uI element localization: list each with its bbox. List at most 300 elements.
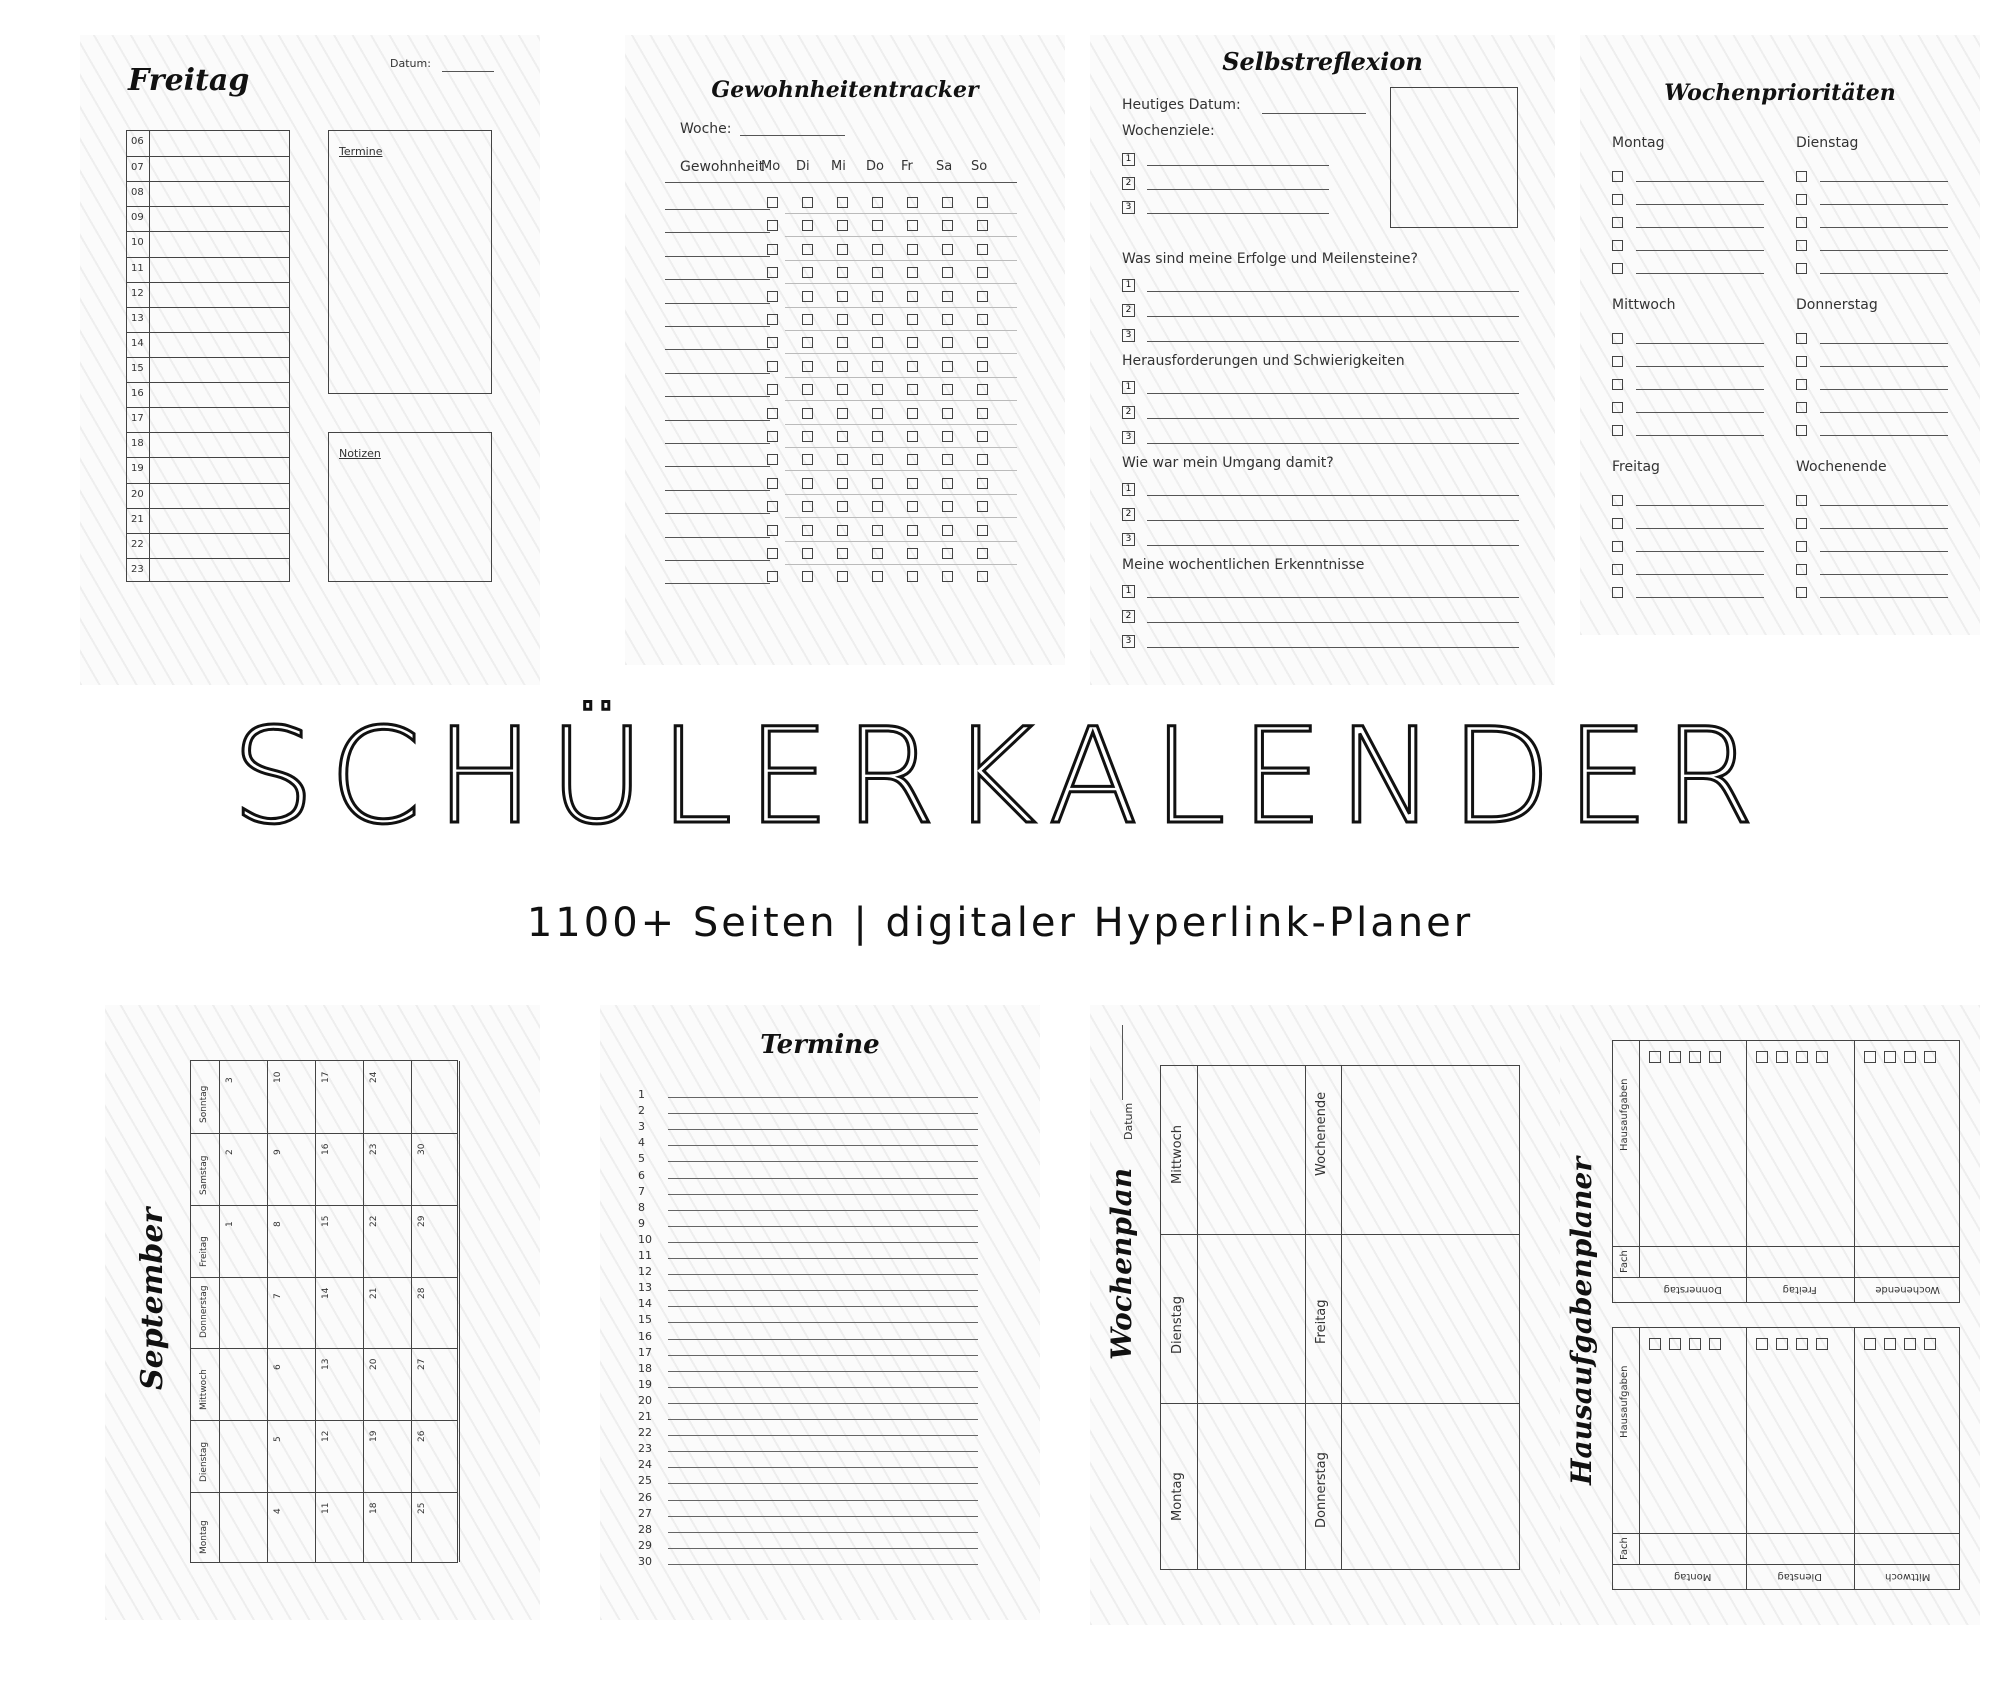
habit-checkbox[interactable] <box>907 220 918 231</box>
prio-checkbox[interactable] <box>1612 518 1623 529</box>
habit-name-line[interactable] <box>665 349 770 350</box>
prio-line[interactable] <box>1820 597 1948 598</box>
answer-line[interactable] <box>1147 341 1519 342</box>
hw-checkbox[interactable] <box>1776 1338 1788 1350</box>
habit-checkbox[interactable] <box>837 408 848 419</box>
prio-line[interactable] <box>1636 250 1764 251</box>
calendar-day-cell[interactable] <box>363 1061 411 1133</box>
habit-checkbox[interactable] <box>907 431 918 442</box>
calendar-day-cell[interactable] <box>315 1205 363 1277</box>
habit-checkbox[interactable] <box>977 220 988 231</box>
calendar-day-cell[interactable] <box>363 1420 411 1492</box>
habit-checkbox[interactable] <box>907 548 918 559</box>
calendar-day-cell[interactable] <box>219 1420 267 1492</box>
goal-line[interactable] <box>1147 189 1329 190</box>
calendar-day-cell[interactable] <box>315 1420 363 1492</box>
calendar-day-cell[interactable] <box>219 1277 267 1349</box>
calendar-day-cell[interactable] <box>315 1277 363 1349</box>
habit-checkbox[interactable] <box>767 525 778 536</box>
prio-checkbox[interactable] <box>1612 564 1623 575</box>
freitag-datum-line[interactable] <box>442 71 494 72</box>
hw-checkbox[interactable] <box>1796 1051 1808 1063</box>
hour-row[interactable] <box>127 407 289 432</box>
calendar-day-cell[interactable] <box>219 1205 267 1277</box>
calendar-day-cell[interactable] <box>363 1348 411 1420</box>
answer-line[interactable] <box>1147 545 1519 546</box>
habit-checkbox[interactable] <box>872 267 883 278</box>
habit-checkbox[interactable] <box>977 291 988 302</box>
hw-checkbox[interactable] <box>1776 1051 1788 1063</box>
habit-checkbox[interactable] <box>872 244 883 255</box>
hw-day-column-donnerstag[interactable] <box>1639 1041 1746 1304</box>
prio-checkbox[interactable] <box>1796 379 1807 390</box>
habit-checkbox[interactable] <box>907 571 918 582</box>
wochenplan-cell-dienstag[interactable] <box>1161 1234 1305 1402</box>
termin-line[interactable] <box>668 1532 978 1533</box>
habit-checkbox[interactable] <box>802 197 813 208</box>
calendar-day-cell[interactable] <box>411 1492 459 1564</box>
hw-checkbox[interactable] <box>1709 1051 1721 1063</box>
termin-line[interactable] <box>668 1145 978 1146</box>
habit-checkbox[interactable] <box>977 384 988 395</box>
habit-checkbox[interactable] <box>767 384 778 395</box>
habit-checkbox[interactable] <box>872 525 883 536</box>
reflexion-date-line[interactable] <box>1262 113 1366 114</box>
hour-row[interactable] <box>127 508 289 533</box>
calendar-day-cell[interactable] <box>363 1133 411 1205</box>
habit-checkbox[interactable] <box>872 361 883 372</box>
termin-line[interactable] <box>668 1290 978 1291</box>
habit-checkbox[interactable] <box>872 337 883 348</box>
habit-checkbox[interactable] <box>837 525 848 536</box>
prio-checkbox[interactable] <box>1612 333 1623 344</box>
habit-checkbox[interactable] <box>837 478 848 489</box>
prio-line[interactable] <box>1820 227 1948 228</box>
habit-checkbox[interactable] <box>802 244 813 255</box>
termin-line[interactable] <box>668 1419 978 1420</box>
prio-checkbox[interactable] <box>1796 495 1807 506</box>
prio-line[interactable] <box>1820 273 1948 274</box>
habit-checkbox[interactable] <box>977 501 988 512</box>
habit-checkbox[interactable] <box>837 291 848 302</box>
prio-checkbox[interactable] <box>1796 402 1807 413</box>
calendar-day-cell[interactable] <box>219 1061 267 1133</box>
habit-checkbox[interactable] <box>907 408 918 419</box>
habit-checkbox[interactable] <box>907 197 918 208</box>
hw-checkbox[interactable] <box>1884 1051 1896 1063</box>
hw-checkbox[interactable] <box>1756 1051 1768 1063</box>
prio-checkbox[interactable] <box>1612 425 1623 436</box>
termin-line[interactable] <box>668 1355 978 1356</box>
habit-checkbox[interactable] <box>907 454 918 465</box>
habit-name-line[interactable] <box>665 373 770 374</box>
hw-checkbox[interactable] <box>1669 1338 1681 1350</box>
habit-checkbox[interactable] <box>767 220 778 231</box>
hour-row[interactable] <box>127 131 289 156</box>
habit-checkbox[interactable] <box>837 431 848 442</box>
prio-checkbox[interactable] <box>1612 217 1623 228</box>
termin-line[interactable] <box>668 1097 978 1098</box>
hour-row[interactable] <box>127 357 289 382</box>
hw-checkbox[interactable] <box>1709 1338 1721 1350</box>
habit-checkbox[interactable] <box>942 384 953 395</box>
habit-checkbox[interactable] <box>837 548 848 559</box>
calendar-day-cell[interactable] <box>315 1492 363 1564</box>
habit-checkbox[interactable] <box>907 337 918 348</box>
hour-row[interactable] <box>127 257 289 282</box>
prio-checkbox[interactable] <box>1612 587 1623 598</box>
habit-checkbox[interactable] <box>872 478 883 489</box>
termin-line[interactable] <box>668 1306 978 1307</box>
prio-checkbox[interactable] <box>1796 564 1807 575</box>
habit-woche-line[interactable] <box>740 135 845 136</box>
habit-checkbox[interactable] <box>942 454 953 465</box>
hw-checkbox[interactable] <box>1689 1338 1701 1350</box>
prio-checkbox[interactable] <box>1612 171 1623 182</box>
calendar-day-cell[interactable] <box>363 1277 411 1349</box>
habit-checkbox[interactable] <box>907 361 918 372</box>
hw-checkbox[interactable] <box>1669 1051 1681 1063</box>
habit-checkbox[interactable] <box>942 267 953 278</box>
habit-checkbox[interactable] <box>907 291 918 302</box>
calendar-day-cell[interactable] <box>363 1205 411 1277</box>
prio-checkbox[interactable] <box>1796 171 1807 182</box>
calendar-day-cell[interactable] <box>219 1492 267 1564</box>
prio-line[interactable] <box>1636 551 1764 552</box>
habit-checkbox[interactable] <box>977 197 988 208</box>
calendar-day-cell[interactable] <box>363 1492 411 1564</box>
habit-checkbox[interactable] <box>802 384 813 395</box>
habit-name-line[interactable] <box>665 326 770 327</box>
calendar-day-cell[interactable] <box>315 1133 363 1205</box>
hour-row[interactable] <box>127 156 289 181</box>
habit-checkbox[interactable] <box>802 478 813 489</box>
prio-checkbox[interactable] <box>1796 263 1807 274</box>
habit-checkbox[interactable] <box>942 220 953 231</box>
prio-line[interactable] <box>1820 343 1948 344</box>
habit-checkbox[interactable] <box>767 571 778 582</box>
termin-line[interactable] <box>668 1451 978 1452</box>
calendar-day-cell[interactable] <box>315 1348 363 1420</box>
prio-checkbox[interactable] <box>1796 217 1807 228</box>
habit-checkbox[interactable] <box>872 384 883 395</box>
prio-line[interactable] <box>1636 204 1764 205</box>
calendar-day-cell[interactable] <box>267 1277 315 1349</box>
habit-checkbox[interactable] <box>977 314 988 325</box>
prio-line[interactable] <box>1820 412 1948 413</box>
habit-checkbox[interactable] <box>802 337 813 348</box>
prio-line[interactable] <box>1636 273 1764 274</box>
termin-line[interactable] <box>668 1113 978 1114</box>
habit-name-line[interactable] <box>665 420 770 421</box>
habit-name-line[interactable] <box>665 256 770 257</box>
habit-checkbox[interactable] <box>872 291 883 302</box>
habit-checkbox[interactable] <box>802 548 813 559</box>
prio-line[interactable] <box>1820 389 1948 390</box>
habit-name-line[interactable] <box>665 537 770 538</box>
calendar-day-cell[interactable] <box>411 1277 459 1349</box>
habit-checkbox[interactable] <box>767 408 778 419</box>
prio-line[interactable] <box>1820 551 1948 552</box>
habit-checkbox[interactable] <box>977 431 988 442</box>
answer-line[interactable] <box>1147 443 1519 444</box>
habit-checkbox[interactable] <box>872 314 883 325</box>
hw-checkbox[interactable] <box>1904 1338 1916 1350</box>
answer-line[interactable] <box>1147 316 1519 317</box>
habit-checkbox[interactable] <box>837 314 848 325</box>
habit-checkbox[interactable] <box>802 361 813 372</box>
calendar-day-cell[interactable] <box>267 1061 315 1133</box>
habit-checkbox[interactable] <box>767 337 778 348</box>
habit-checkbox[interactable] <box>837 197 848 208</box>
prio-checkbox[interactable] <box>1796 425 1807 436</box>
termin-line[interactable] <box>668 1483 978 1484</box>
termin-line[interactable] <box>668 1210 978 1211</box>
habit-checkbox[interactable] <box>977 244 988 255</box>
calendar-day-cell[interactable] <box>219 1133 267 1205</box>
hw-day-column-wochenende[interactable] <box>1854 1041 1961 1304</box>
hw-checkbox[interactable] <box>1649 1051 1661 1063</box>
prio-line[interactable] <box>1636 574 1764 575</box>
habit-checkbox[interactable] <box>767 244 778 255</box>
answer-line[interactable] <box>1147 622 1519 623</box>
prio-line[interactable] <box>1636 528 1764 529</box>
termin-line[interactable] <box>668 1194 978 1195</box>
habit-checkbox[interactable] <box>942 571 953 582</box>
habit-checkbox[interactable] <box>942 501 953 512</box>
habit-checkbox[interactable] <box>942 525 953 536</box>
prio-checkbox[interactable] <box>1612 356 1623 367</box>
calendar-day-cell[interactable] <box>411 1205 459 1277</box>
prio-line[interactable] <box>1636 505 1764 506</box>
prio-checkbox[interactable] <box>1796 240 1807 251</box>
calendar-day-cell[interactable] <box>267 1492 315 1564</box>
goal-line[interactable] <box>1147 165 1329 166</box>
habit-checkbox[interactable] <box>802 431 813 442</box>
prio-checkbox[interactable] <box>1796 356 1807 367</box>
habit-checkbox[interactable] <box>837 384 848 395</box>
prio-line[interactable] <box>1820 435 1948 436</box>
prio-line[interactable] <box>1636 343 1764 344</box>
habit-checkbox[interactable] <box>942 337 953 348</box>
habit-checkbox[interactable] <box>837 571 848 582</box>
prio-checkbox[interactable] <box>1796 541 1807 552</box>
habit-name-line[interactable] <box>665 560 770 561</box>
hw-checkbox[interactable] <box>1796 1338 1808 1350</box>
calendar-day-cell[interactable] <box>411 1133 459 1205</box>
habit-name-line[interactable] <box>665 513 770 514</box>
habit-checkbox[interactable] <box>837 267 848 278</box>
hw-checkbox[interactable] <box>1816 1051 1828 1063</box>
habit-checkbox[interactable] <box>872 197 883 208</box>
hour-row[interactable] <box>127 206 289 231</box>
habit-name-line[interactable] <box>665 466 770 467</box>
habit-checkbox[interactable] <box>872 571 883 582</box>
habit-checkbox[interactable] <box>907 478 918 489</box>
hw-checkbox[interactable] <box>1864 1051 1876 1063</box>
habit-name-line[interactable] <box>665 396 770 397</box>
habit-checkbox[interactable] <box>977 548 988 559</box>
termin-line[interactable] <box>668 1467 978 1468</box>
calendar-day-cell[interactable] <box>267 1420 315 1492</box>
habit-name-line[interactable] <box>665 583 770 584</box>
hw-checkbox[interactable] <box>1904 1051 1916 1063</box>
termin-line[interactable] <box>668 1564 978 1565</box>
answer-line[interactable] <box>1147 418 1519 419</box>
habit-checkbox[interactable] <box>802 408 813 419</box>
hw-day-column-freitag[interactable] <box>1746 1041 1853 1304</box>
habit-checkbox[interactable] <box>767 431 778 442</box>
habit-checkbox[interactable] <box>942 548 953 559</box>
wochenplan-cell-montag[interactable] <box>1161 1403 1305 1571</box>
habit-checkbox[interactable] <box>872 431 883 442</box>
prio-checkbox[interactable] <box>1796 587 1807 598</box>
habit-checkbox[interactable] <box>802 220 813 231</box>
termin-line[interactable] <box>668 1161 978 1162</box>
calendar-day-cell[interactable] <box>267 1205 315 1277</box>
hw-checkbox[interactable] <box>1649 1338 1661 1350</box>
habit-checkbox[interactable] <box>907 314 918 325</box>
prio-line[interactable] <box>1636 435 1764 436</box>
hw-day-column-dienstag[interactable] <box>1746 1328 1853 1591</box>
habit-name-line[interactable] <box>665 490 770 491</box>
habit-checkbox[interactable] <box>802 571 813 582</box>
wochenplan-cell-freitag[interactable] <box>1305 1234 1521 1402</box>
habit-checkbox[interactable] <box>907 501 918 512</box>
prio-checkbox[interactable] <box>1612 194 1623 205</box>
habit-checkbox[interactable] <box>872 501 883 512</box>
habit-checkbox[interactable] <box>942 197 953 208</box>
habit-checkbox[interactable] <box>977 337 988 348</box>
habit-checkbox[interactable] <box>767 314 778 325</box>
calendar-day-cell[interactable] <box>411 1061 459 1133</box>
habit-checkbox[interactable] <box>767 548 778 559</box>
habit-checkbox[interactable] <box>907 244 918 255</box>
prio-checkbox[interactable] <box>1612 379 1623 390</box>
hw-checkbox[interactable] <box>1864 1338 1876 1350</box>
habit-name-line[interactable] <box>665 443 770 444</box>
prio-checkbox[interactable] <box>1612 263 1623 274</box>
termin-line[interactable] <box>668 1548 978 1549</box>
habit-checkbox[interactable] <box>872 408 883 419</box>
hw-checkbox[interactable] <box>1924 1338 1936 1350</box>
answer-line[interactable] <box>1147 647 1519 648</box>
freitag-notizen-box[interactable] <box>328 432 492 582</box>
prio-line[interactable] <box>1636 412 1764 413</box>
habit-name-line[interactable] <box>665 209 770 210</box>
freitag-termine-box[interactable] <box>328 130 492 394</box>
habit-checkbox[interactable] <box>802 525 813 536</box>
goal-line[interactable] <box>1147 213 1329 214</box>
hour-row[interactable] <box>127 332 289 357</box>
termin-line[interactable] <box>668 1516 978 1517</box>
habit-checkbox[interactable] <box>942 478 953 489</box>
habit-checkbox[interactable] <box>942 431 953 442</box>
calendar-day-cell[interactable] <box>315 1061 363 1133</box>
prio-checkbox[interactable] <box>1612 240 1623 251</box>
prio-checkbox[interactable] <box>1612 402 1623 413</box>
prio-checkbox[interactable] <box>1796 333 1807 344</box>
termin-line[interactable] <box>668 1274 978 1275</box>
habit-checkbox[interactable] <box>837 220 848 231</box>
habit-checkbox[interactable] <box>802 291 813 302</box>
wochenplan-cell-donnerstag[interactable] <box>1305 1403 1521 1571</box>
hour-row[interactable] <box>127 382 289 407</box>
hour-row[interactable] <box>127 307 289 332</box>
habit-name-line[interactable] <box>665 232 770 233</box>
prio-line[interactable] <box>1636 227 1764 228</box>
habit-checkbox[interactable] <box>767 501 778 512</box>
habit-checkbox[interactable] <box>977 454 988 465</box>
habit-checkbox[interactable] <box>907 384 918 395</box>
calendar-day-cell[interactable] <box>411 1420 459 1492</box>
habit-checkbox[interactable] <box>942 408 953 419</box>
habit-checkbox[interactable] <box>802 454 813 465</box>
calendar-day-cell[interactable] <box>267 1348 315 1420</box>
prio-line[interactable] <box>1820 366 1948 367</box>
habit-checkbox[interactable] <box>977 478 988 489</box>
termin-line[interactable] <box>668 1322 978 1323</box>
prio-line[interactable] <box>1820 528 1948 529</box>
termin-line[interactable] <box>668 1226 978 1227</box>
prio-line[interactable] <box>1636 366 1764 367</box>
hour-row[interactable] <box>127 483 289 508</box>
habit-checkbox[interactable] <box>767 478 778 489</box>
hw-checkbox[interactable] <box>1689 1051 1701 1063</box>
habit-checkbox[interactable] <box>837 501 848 512</box>
habit-checkbox[interactable] <box>767 361 778 372</box>
prio-line[interactable] <box>1820 181 1948 182</box>
termin-line[interactable] <box>668 1129 978 1130</box>
prio-checkbox[interactable] <box>1612 541 1623 552</box>
prio-line[interactable] <box>1636 597 1764 598</box>
prio-line[interactable] <box>1820 250 1948 251</box>
termin-line[interactable] <box>668 1403 978 1404</box>
termin-line[interactable] <box>668 1371 978 1372</box>
prio-checkbox[interactable] <box>1612 495 1623 506</box>
termin-line[interactable] <box>668 1387 978 1388</box>
habit-checkbox[interactable] <box>942 291 953 302</box>
habit-checkbox[interactable] <box>872 454 883 465</box>
habit-checkbox[interactable] <box>837 337 848 348</box>
habit-checkbox[interactable] <box>802 267 813 278</box>
hour-row[interactable] <box>127 558 289 583</box>
hour-row[interactable] <box>127 181 289 206</box>
answer-line[interactable] <box>1147 520 1519 521</box>
termin-line[interactable] <box>668 1242 978 1243</box>
termin-line[interactable] <box>668 1339 978 1340</box>
habit-checkbox[interactable] <box>802 501 813 512</box>
calendar-day-cell[interactable] <box>267 1133 315 1205</box>
answer-line[interactable] <box>1147 291 1519 292</box>
habit-checkbox[interactable] <box>942 244 953 255</box>
prio-line[interactable] <box>1636 389 1764 390</box>
habit-checkbox[interactable] <box>942 361 953 372</box>
habit-checkbox[interactable] <box>802 314 813 325</box>
wochenplan-cell-wochenende[interactable] <box>1305 1066 1521 1234</box>
hour-row[interactable] <box>127 432 289 457</box>
hw-day-column-mittwoch[interactable] <box>1854 1328 1961 1591</box>
answer-line[interactable] <box>1147 495 1519 496</box>
habit-checkbox[interactable] <box>942 314 953 325</box>
answer-line[interactable] <box>1147 393 1519 394</box>
habit-checkbox[interactable] <box>977 408 988 419</box>
calendar-day-cell[interactable] <box>219 1348 267 1420</box>
habit-checkbox[interactable] <box>767 267 778 278</box>
habit-checkbox[interactable] <box>837 244 848 255</box>
termin-line[interactable] <box>668 1500 978 1501</box>
answer-line[interactable] <box>1147 597 1519 598</box>
